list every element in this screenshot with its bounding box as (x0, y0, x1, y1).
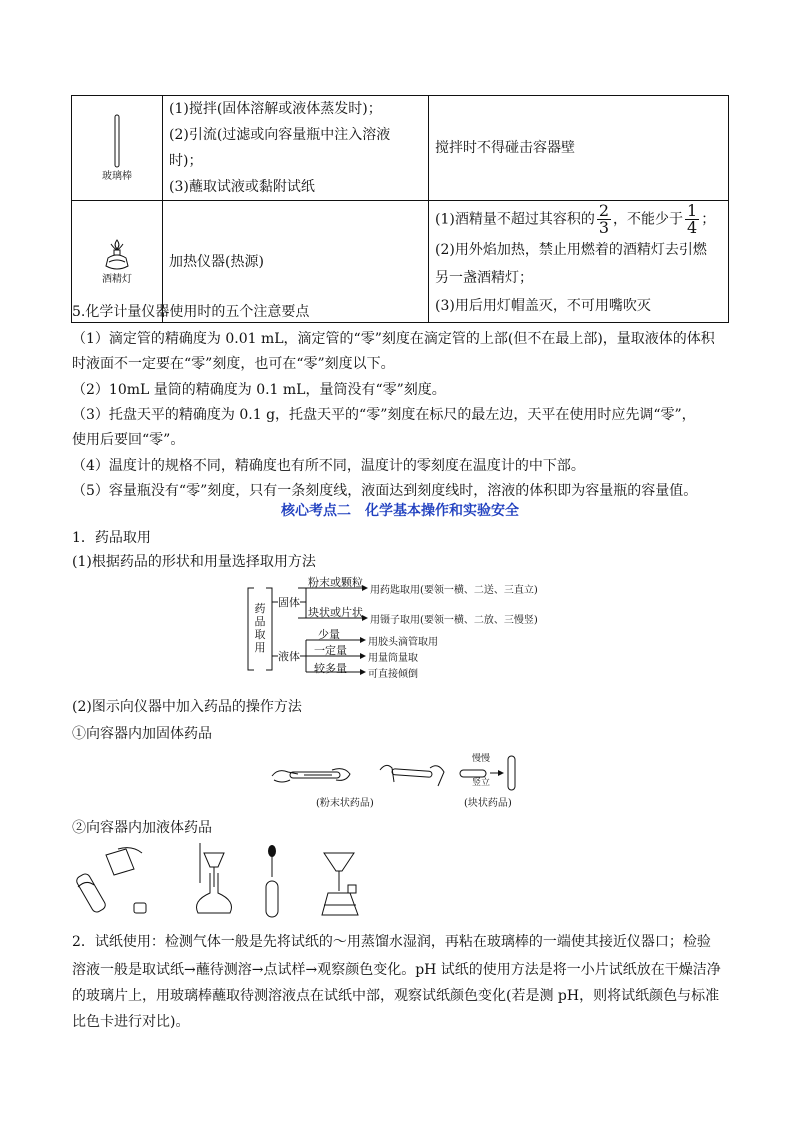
tree-block: 块状或片状 (308, 606, 363, 619)
subheading: (2)图示向仪器中加入药品的操作方法 (72, 699, 302, 715)
use-line: 加热仪器(热源) (169, 253, 264, 270)
subheading: (1)根据药品的形状和用量选择取用方法 (72, 554, 316, 570)
tree-large: 较多量 (314, 662, 347, 675)
solid-addition-figure (268, 752, 528, 812)
paragraph-line: 时液面不一定要在“零”刻度，也可在“零”刻度以下。 (72, 356, 395, 372)
tool-name: 玻璃棒 (102, 171, 132, 182)
liquid-addition-figure (72, 843, 372, 921)
glass-rod-cell (72, 96, 163, 201)
frac-den: 4 (687, 218, 698, 237)
section-title: 核心考点二 化学基本操作和实验安全 (281, 503, 519, 519)
subheading: 1．药品取用 (72, 530, 151, 546)
tree-powder: 粉末或颗粒 (308, 576, 363, 589)
paragraph-line: （2）10mL 量筒的精确度为 0.1 mL，量筒没有“零”刻度。 (72, 382, 446, 398)
paragraph-line: 比色卡进行对比)。 (72, 1014, 190, 1030)
note-text: (1)酒精量不超过其容积的 (435, 211, 595, 228)
table-row (72, 96, 729, 201)
paragraph-line: （3）托盘天平的精确度为 0.1 g，托盘天平的“零”刻度在标尺的最左边，天平在使用时应先调“零”， (72, 407, 696, 423)
tree-small-method: 用胶头滴管取用 (368, 637, 438, 648)
retrieval-tree (242, 574, 622, 686)
tree-solid: 固体 (278, 596, 300, 609)
frac-den: 3 (598, 218, 610, 237)
caption-block: (块状药品) (464, 798, 512, 809)
subheading: ②向容器内加液体药品 (72, 820, 212, 836)
tree-root: 药品取用 (254, 602, 266, 654)
tool-notes (429, 201, 729, 323)
pouring-drawing (75, 848, 146, 914)
label-upright: 竖立 (472, 778, 491, 788)
subheading: 5.化学计量仪器使用时的五个注意要点 (72, 304, 310, 320)
tree-small: 少量 (318, 628, 340, 641)
tree-liquid: 液体 (278, 650, 300, 663)
tree-certain: 一定量 (314, 644, 347, 657)
paragraph-line: 2．试纸使用：检测气体一般是先将试纸的～用蒸馏水湿润，再粘在玻璃棒的一端使其接近仪器口；检验 (72, 934, 711, 950)
note-line: 另一盏酒精灯； (435, 270, 533, 286)
paragraph-line: 溶液一般是取试纸→蘸待测溶→点试样→观察颜色变化。pH 试纸的使用方法是将一小片试纸放在干燥洁净 (72, 962, 721, 978)
tool-use (163, 96, 429, 201)
tool-notes (429, 96, 729, 201)
note-line: (2)用外焰加热，禁止用燃着的酒精灯去引燃 (435, 242, 707, 258)
paragraph-line: （1）滴定管的精确度为 0.01 mL，滴定管的“零”刻度在滴定管的上部(但不在最上部)，量取液体的体积 (72, 331, 715, 347)
dropper-drawing (266, 845, 278, 917)
fraction-one-quarter (685, 203, 699, 236)
frac-num: 2 (598, 201, 610, 220)
paragraph-line: 使用后要回“零”。 (72, 432, 185, 448)
funnel-lamp-drawing (322, 853, 358, 915)
note-text: ，不能少于 (613, 211, 684, 228)
subheading: ①向容器内加固体药品 (72, 726, 212, 742)
tree-large-method: 可直接倾倒 (368, 669, 418, 680)
alcohol-lamp-icon (102, 238, 132, 272)
note-line: 搅拌时不得碰击容器壁 (435, 140, 575, 156)
tree-block-method: 用镊子取用(要领一横、二放、三慢竖) (370, 615, 538, 626)
note-line (435, 203, 722, 236)
use-line: (2)引流(过滤或向容量瓶中注入溶液时)； (169, 127, 391, 169)
instrument-table (71, 95, 729, 323)
note-line: (3)用后用灯帽盖灭，不可用嘴吹灭 (435, 298, 651, 314)
fraction-two-thirds (597, 203, 611, 236)
volumetric-flask-drawing (197, 843, 232, 913)
paragraph-line: （4）温度计的规格不同，精确度也有所不同，温度计的零刻度在温度计的中下部。 (72, 458, 585, 474)
tree-powder-method: 用药匙取用(要领一横、二送、三直立) (370, 585, 538, 596)
use-line: (3)蘸取试液或黏附试纸 (169, 179, 315, 195)
use-line: (1)搅拌(固体溶解或液体蒸发时)； (169, 101, 382, 117)
paragraph-line: （5）容量瓶没有“零”刻度，只有一条刻度线，液面达到刻度线时，溶液的体积即为容量瓶的容量值。 (72, 483, 698, 499)
note-text: ； (701, 211, 716, 228)
label-slow: 慢慢 (472, 754, 491, 764)
paragraph-line: 的玻璃片上，用玻璃棒蘸取待测溶液点在试纸中部，观察试纸颜色变化(若是测 pH，则将试纸颜色与标准 (72, 988, 720, 1004)
glass-rod-icon (107, 113, 127, 169)
caption-powder: (粉末状药品) (316, 798, 374, 809)
frac-num: 1 (687, 201, 698, 220)
tree-certain-method: 用量筒量取 (368, 653, 418, 664)
tool-name: 酒精灯 (102, 273, 132, 285)
